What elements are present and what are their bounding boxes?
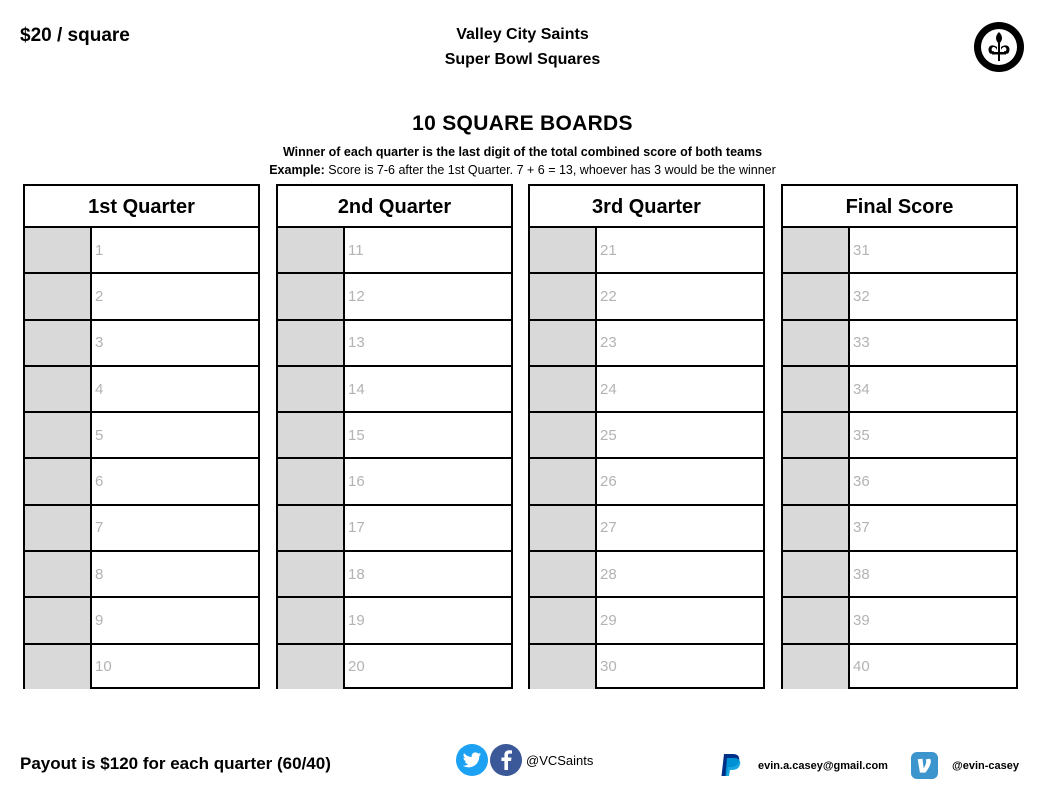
square-number[interactable]: 33 (853, 334, 870, 352)
digit-cell[interactable] (783, 228, 850, 272)
digit-cell[interactable] (783, 552, 850, 596)
square-number[interactable]: 17 (348, 519, 365, 537)
square-number[interactable]: 10 (95, 658, 112, 676)
square-number[interactable]: 12 (348, 287, 365, 305)
square-row (530, 228, 763, 272)
square-row (530, 365, 763, 411)
square-number[interactable]: 8 (95, 565, 104, 583)
board-title: Final Score (783, 186, 1016, 228)
board-title: 2nd Quarter (278, 186, 511, 228)
square-row (25, 272, 258, 318)
payout-text: Payout is $120 for each quarter (60/40) (20, 754, 331, 773)
square-row (783, 365, 1016, 411)
digit-cell[interactable] (278, 506, 345, 550)
square-number[interactable]: 18 (348, 565, 365, 583)
square-row (25, 550, 258, 596)
digit-cell[interactable] (25, 274, 92, 318)
square-row (25, 228, 258, 272)
square-row (783, 272, 1016, 318)
square-row (278, 550, 511, 596)
square-number[interactable]: 38 (853, 565, 870, 583)
digit-cell[interactable] (278, 459, 345, 503)
square-number[interactable]: 15 (348, 426, 365, 444)
digit-cell[interactable] (25, 645, 92, 689)
digit-cell[interactable] (530, 274, 597, 318)
board-2nd-quarter (276, 184, 513, 689)
social-handle: @VCSaints (526, 752, 594, 768)
square-number[interactable]: 19 (348, 612, 365, 630)
board-title: 1st Quarter (25, 186, 258, 228)
saints-logo (973, 21, 1025, 73)
square-row (530, 319, 763, 365)
digit-cell[interactable] (530, 321, 597, 365)
example-label: Example: (269, 163, 325, 177)
square-row (783, 596, 1016, 642)
square-number[interactable]: 7 (95, 519, 104, 537)
square-row (25, 411, 258, 457)
board-title: 3rd Quarter (530, 186, 763, 228)
square-row (25, 365, 258, 411)
board-1st-quarter (23, 184, 260, 689)
digit-cell[interactable] (530, 506, 597, 550)
digit-cell[interactable] (278, 274, 345, 318)
digit-cell[interactable] (25, 506, 92, 550)
square-row (278, 228, 511, 272)
digit-cell[interactable] (530, 598, 597, 642)
digit-cell[interactable] (278, 598, 345, 642)
price-per-square: $20 / square (20, 25, 130, 46)
digit-cell[interactable] (783, 274, 850, 318)
page-title (0, 22, 1045, 72)
square-number[interactable]: 28 (600, 565, 617, 583)
digit-cell[interactable] (783, 367, 850, 411)
digit-cell[interactable] (530, 413, 597, 457)
square-number[interactable]: 31 (853, 241, 870, 259)
square-row (530, 272, 763, 318)
facebook-icon[interactable] (490, 744, 522, 776)
example-body: Score is 7-6 after the 1st Quarter. 7 + 6 = 13, whoever has 3 would be the winner (324, 163, 776, 177)
digit-cell[interactable] (783, 413, 850, 457)
square-number[interactable]: 16 (348, 473, 365, 491)
square-row (25, 319, 258, 365)
title-line-1: Valley City Saints (456, 26, 589, 43)
example-text (0, 163, 1045, 177)
square-row (25, 504, 258, 550)
square-row (783, 457, 1016, 503)
board-rows (783, 228, 1016, 689)
square-number[interactable]: 30 (600, 658, 617, 676)
square-number[interactable]: 35 (853, 426, 870, 444)
square-row (530, 457, 763, 503)
square-number[interactable]: 27 (600, 519, 617, 537)
square-row (25, 643, 258, 689)
digit-cell[interactable] (278, 321, 345, 365)
digit-cell[interactable] (530, 459, 597, 503)
square-number[interactable]: 24 (600, 380, 617, 398)
square-row (25, 596, 258, 642)
square-row (278, 272, 511, 318)
square-number[interactable]: 11 (348, 241, 364, 259)
square-number[interactable]: 34 (853, 380, 870, 398)
square-number[interactable]: 23 (600, 334, 617, 352)
board-rows (530, 228, 763, 689)
digit-cell[interactable] (530, 552, 597, 596)
rules-text: Winner of each quarter is the last digit of the total combined score of both teams (282, 145, 763, 159)
square-number[interactable]: 20 (348, 658, 365, 676)
digit-cell[interactable] (783, 321, 850, 365)
digit-cell[interactable] (278, 367, 345, 411)
square-row (278, 596, 511, 642)
square-number[interactable]: 25 (600, 426, 617, 444)
square-row (783, 228, 1016, 272)
twitter-icon[interactable] (456, 744, 488, 776)
square-number[interactable]: 14 (348, 380, 365, 398)
board-rows (278, 228, 511, 689)
digit-cell[interactable] (530, 228, 597, 272)
square-number[interactable]: 36 (853, 473, 870, 491)
square-number[interactable]: 1 (95, 241, 104, 259)
square-number[interactable]: 22 (600, 287, 617, 305)
venmo-icon (911, 752, 938, 779)
square-number[interactable]: 5 (95, 426, 104, 444)
square-row (783, 504, 1016, 550)
square-number[interactable]: 3 (95, 334, 104, 352)
square-row (278, 457, 511, 503)
email-address: evin.a.casey@gmail.com (758, 760, 888, 772)
digit-cell[interactable] (278, 645, 345, 689)
digit-cell[interactable] (783, 459, 850, 503)
square-number[interactable]: 21 (600, 241, 617, 259)
square-number[interactable]: 9 (95, 612, 104, 630)
paypal-icon (718, 752, 744, 778)
square-row (530, 596, 763, 642)
square-row (783, 319, 1016, 365)
square-row (530, 411, 763, 457)
title-line-2: Super Bowl Squares (444, 51, 601, 68)
social-links (456, 744, 593, 776)
digit-cell[interactable] (25, 367, 92, 411)
digit-cell[interactable] (278, 413, 345, 457)
square-number[interactable]: 39 (853, 612, 870, 630)
square-row (278, 365, 511, 411)
square-row (783, 550, 1016, 596)
square-number[interactable]: 32 (853, 287, 870, 305)
square-row (278, 504, 511, 550)
digit-cell[interactable] (25, 459, 92, 503)
digit-cell[interactable] (530, 645, 597, 689)
board-rows (25, 228, 258, 689)
square-row (278, 411, 511, 457)
square-number[interactable]: 13 (348, 334, 365, 352)
square-number[interactable]: 37 (853, 519, 870, 537)
square-row (278, 319, 511, 365)
square-row (25, 457, 258, 503)
square-row (530, 550, 763, 596)
square-number[interactable]: 6 (95, 473, 104, 491)
digit-cell[interactable] (25, 552, 92, 596)
square-row (530, 643, 763, 689)
digit-cell[interactable] (278, 228, 345, 272)
square-row (278, 643, 511, 689)
digit-cell[interactable] (25, 598, 92, 642)
venmo-handle: @evin-casey (952, 760, 1019, 772)
square-number[interactable]: 4 (95, 380, 104, 398)
square-number[interactable]: 2 (95, 287, 104, 305)
square-number[interactable]: 26 (600, 473, 617, 491)
square-row (783, 643, 1016, 689)
square-number[interactable]: 29 (600, 612, 617, 630)
digit-cell[interactable] (278, 552, 345, 596)
square-row (783, 411, 1016, 457)
digit-cell[interactable] (530, 367, 597, 411)
boards-heading: 10 SQUARE BOARDS (412, 112, 633, 135)
board-final-score (781, 184, 1018, 689)
digit-cell[interactable] (25, 228, 92, 272)
digit-cell[interactable] (25, 321, 92, 365)
square-row (530, 504, 763, 550)
digit-cell[interactable] (783, 598, 850, 642)
board-3rd-quarter (528, 184, 765, 689)
digit-cell[interactable] (783, 645, 850, 689)
digit-cell[interactable] (783, 506, 850, 550)
digit-cell[interactable] (25, 413, 92, 457)
square-number[interactable]: 40 (853, 658, 870, 676)
